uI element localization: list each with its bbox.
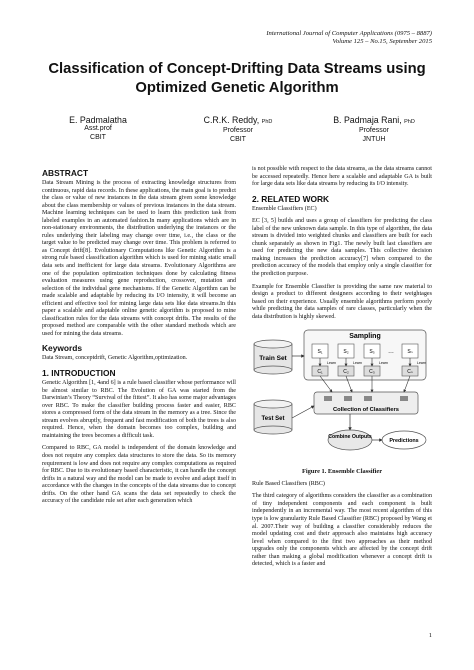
sampling-label: Sampling: [349, 333, 381, 341]
figure-caption: Figure 1. Ensemble Classifier: [301, 468, 383, 476]
sample-label: S₂: [343, 349, 349, 356]
author-2: [168, 115, 308, 145]
rbc-subheading: Rule Based Classifiers (RBC): [252, 480, 325, 487]
continuation-paragraph: is not possible with respect to the data streams, as the data streams cannot be accessed repeatedly. Hence here a scalable and adaptable GA is built for large data sets like data streams by reducing its I/O intensity.: [252, 166, 432, 188]
author-degree: PhD: [404, 119, 415, 125]
train-set-label: Train Set: [259, 355, 287, 363]
learn-label: Learn: [417, 361, 426, 366]
train-set-cylinder: [254, 340, 292, 374]
related-paragraph-3: The third category of algorithms considers the classifier as a combination of tiny independent components and each component is built independently in an incremental way. The most recent algorithm of this type is low granularity Rule Based Classifier (RBC) proposed by Wang et al. 2007.Their way of building a classifier considerably reduces the model updating cost and their approach also maintains high accuracy level when compared to the first two approaches as their method upgrades only the components which are affected by the concept drift rather than making a global modification whenever a concept drift is detected, which is a faster and: [252, 493, 432, 568]
abstract-heading: ABSTRACT: [42, 168, 89, 178]
author-name: C.R.K. Reddy,: [203, 115, 260, 125]
sample-label: S₃: [369, 349, 375, 356]
learn-label: Learn: [327, 361, 336, 366]
test-set-cylinder: [254, 400, 292, 434]
sample-boxes: [312, 344, 418, 358]
author-role: Professor: [223, 127, 253, 134]
classifier-label: C₁: [317, 369, 323, 376]
author-org: CBIT: [230, 135, 246, 143]
classifier-label: C₃: [369, 369, 375, 376]
related-work-heading: 2. RELATED WORK: [252, 193, 330, 204]
abstract-text: Data Stream Mining is the process of extracting knowledge structures from continuous, rapid data records. In these applications, the main goal is to predict the class or value of new instances in the data stream given some knowledge about the class membership or values of previous instances in the data stream. Machine learning techniques can be used to learn this prediction task from labeled examples in an automated fashion.In many applications which are in non-stationary environments, the distribution underlying the instances or the rules underlying their labeling may change over time, i.e., the class or the target value to be predicted may change over time. This problem is referred to as Concept drift[8]. Evolutionary Computations like Genetic Algorithm is a strong rule based classification algorithm which is used for mining static small data sets and inefficient for large data streams. Evolutionary Algorithms are one of the population optimization techniques done by calculating fitness evaluation measures using gene reproduction, crossover, mutation and selection of the individual gene mechanisms. If the Genetic Algorithm can be made scalable and adaptable by reducing its I/O intensity, it will become an efficient and effective tool for mining large data sets like data streams.In this paper a scalable and adaptable online genetic algorithm is proposed to mine classification rules for the data streams with concept drifts. The results of the proposed method are comparable with the other standard methods which are used for mining the data streams.: [42, 180, 236, 337]
introduction-heading: 1. INTRODUCTION: [42, 368, 116, 379]
combine-ellipse: [328, 430, 372, 450]
author-degree: PhD: [261, 119, 273, 125]
sample-label: Sₙ: [407, 349, 413, 356]
test-set-label: Test Set: [261, 416, 285, 423]
classifier-label: C₂: [343, 369, 349, 376]
ellipsis-mark: …: [388, 349, 394, 356]
paper-title: Classification of Concept-Drifting Data Streams using Optimized Genetic Algorithm: [48, 61, 426, 96]
learn-label: Learn: [379, 361, 388, 366]
journal-name: International Journal of Computer Applications (0975 – 8887): [266, 30, 432, 37]
right-column: [252, 166, 432, 574]
author-role: Asst.prof: [84, 125, 112, 132]
left-column: [42, 166, 236, 511]
introduction-paragraph-2: Compared to RBC, GA model is independent of the domain knowledge and does not require any complex data structures to store the data. So its memory requirement is low and does not require any complex computations as required for RBC. Due to its evolutionary based characteristic, it can handle the concept drifts in a natural way and the model can be made to evolve and adapt itself in accordance with the changes in the concepts of the data streams due to concept drifts. On the other hand GA scans the data set repeatedly to check the accuracy of the candidate rule set after each generation which: [42, 445, 236, 505]
classifier-label: Cₙ: [407, 369, 413, 376]
related-paragraph-1: EC [3, 5] builds and uses a group of classifiers for predicting the class label of the new unknown data sample. In this type of algorithm, the data stream is divided into weighted chunks and classifiers are built for each chunk separately as shown in Fig1. The newly built last classifiers are used for predicting the new data samples. This collective decision making increases the prediction accuracy[7] when compared to the prediction accuracy of the models that employ only a single classifier for the prediction purpose.: [252, 218, 432, 278]
author-org: JNTUH: [362, 135, 386, 143]
author-3: [304, 115, 444, 145]
ensemble-classifier-figure: [252, 326, 432, 466]
combine-label: Combine Outputs: [328, 434, 372, 441]
collection-label: Collection of Classifiers: [332, 407, 400, 414]
predictions-label: Predictions: [389, 438, 419, 445]
author-org: CBIT: [90, 133, 106, 141]
journal-header: [266, 30, 432, 46]
author-1: [28, 115, 168, 143]
author-name: E. Padmalatha: [69, 115, 127, 125]
author-name: B. Padmaja Rani,: [333, 115, 402, 125]
keywords-text: Data Stream, conceptdrift, Genetic Algorithm,optimization.: [42, 355, 188, 362]
sample-label: S₁: [317, 349, 323, 356]
introduction-paragraph-1: Genetic Algorithm [1, 4and 6] is a rule based classifier whose performance will be almost similar to RBC. The Evolution of GA was started from the Darwinian’s Theory “Survival of the fittest”. It also has some major advantages over RBC. To make the classifier building process faster and easier, RBC stores a compressed form of the data stream in the memory as a tree. Since the stream evolves abruptly, frequent and fast modification of both the trees is also required. Hence, when the domain becomes too complex, building and maintaining the trees becomes a difficult task.: [42, 380, 236, 439]
ensemble-subheading: Ensemble Classifiers (EC): [252, 205, 317, 212]
author-role: Professor: [359, 127, 389, 134]
journal-volume: Volume 125 – No.15, September 2015: [332, 38, 432, 46]
learn-label: Learn: [353, 361, 362, 366]
keywords-heading: Keywords: [42, 343, 83, 354]
page-number: 1: [428, 632, 432, 639]
related-paragraph-2: Example for Ensemble Classifier is providing the same raw material to design a product to different designers according to their weightages based on their experience. Usually ensemble algorithms perform poorly while predicting the data samples of rare classes, particularly when the data distribution is highly skewed.: [252, 283, 432, 320]
test-arrow: [292, 406, 314, 418]
